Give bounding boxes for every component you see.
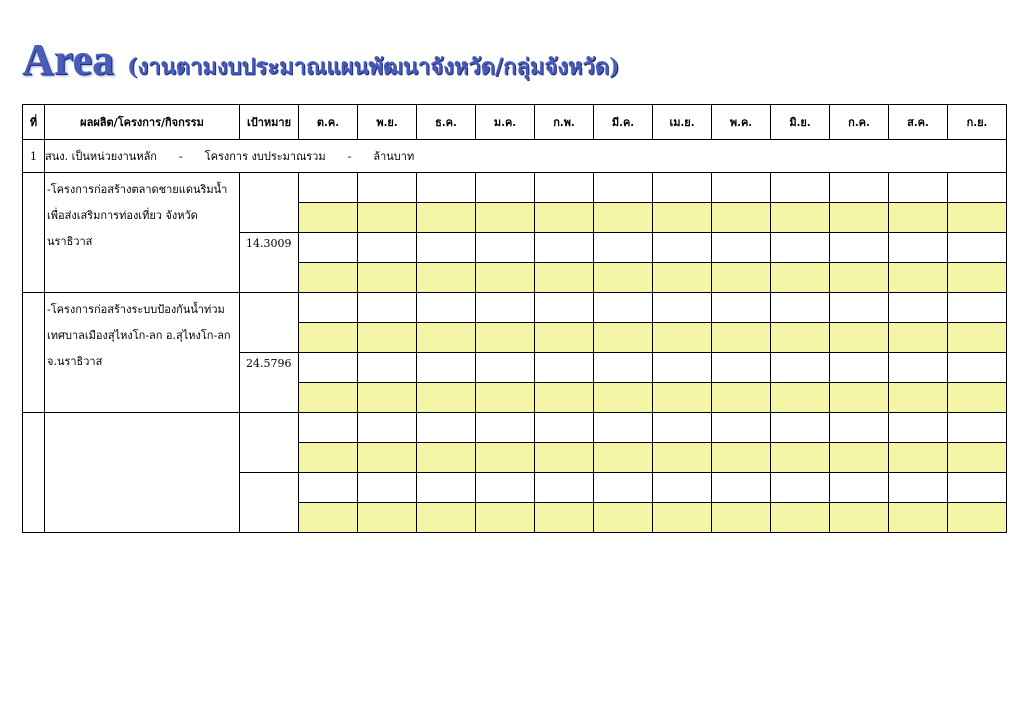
actual-month-cell — [299, 383, 358, 413]
plan-month-cell — [653, 173, 712, 203]
plan-month-cell — [535, 173, 594, 203]
actual-month-cell — [948, 443, 1007, 473]
project-target: 14.3009 — [240, 233, 299, 293]
actual-month-cell — [712, 203, 771, 233]
actual-month-cell — [830, 503, 889, 533]
actual-month-cell — [948, 203, 1007, 233]
plan-month-cell — [653, 473, 712, 503]
actual-month-cell — [535, 443, 594, 473]
actual-month-cell — [948, 263, 1007, 293]
actual-month-cell — [889, 263, 948, 293]
actual-month-cell — [535, 263, 594, 293]
actual-month-cell — [594, 263, 653, 293]
actual-month-cell — [417, 203, 476, 233]
plan-month-cell — [358, 413, 417, 443]
schedule-row — [23, 293, 1007, 323]
actual-month-cell — [653, 203, 712, 233]
actual-month-cell — [653, 263, 712, 293]
plan-month-cell — [771, 173, 830, 203]
actual-month-cell — [948, 383, 1007, 413]
header-product: ผลผลิต/โครงการ/กิจกรรม — [45, 105, 240, 140]
plan-month-cell — [299, 353, 358, 383]
plan-month-cell — [476, 173, 535, 203]
plan-month-cell — [535, 293, 594, 323]
plan-month-cell — [889, 173, 948, 203]
plan-month-cell — [299, 293, 358, 323]
actual-month-cell — [299, 323, 358, 353]
plan-month-cell — [417, 353, 476, 383]
plan-month-cell — [653, 293, 712, 323]
actual-month-cell — [712, 323, 771, 353]
plan-month-cell — [771, 233, 830, 263]
plan-month-cell — [830, 293, 889, 323]
header-month: ม.ค. — [476, 105, 535, 140]
plan-month-cell — [889, 353, 948, 383]
plan-month-cell — [948, 233, 1007, 263]
actual-month-cell — [358, 323, 417, 353]
actual-month-cell — [417, 323, 476, 353]
schedule-row — [23, 413, 1007, 443]
header-month: ก.พ. — [535, 105, 594, 140]
header-month: ก.ย. — [948, 105, 1007, 140]
plan-month-cell — [594, 473, 653, 503]
actual-month-cell — [830, 443, 889, 473]
actual-month-cell — [712, 503, 771, 533]
plan-month-cell — [889, 473, 948, 503]
actual-month-cell — [476, 203, 535, 233]
actual-month-cell — [948, 503, 1007, 533]
plan-month-cell — [358, 233, 417, 263]
plan-month-cell — [712, 473, 771, 503]
project-number-cell — [23, 413, 45, 533]
header-row — [23, 105, 1007, 140]
actual-month-cell — [417, 383, 476, 413]
actual-month-cell — [830, 203, 889, 233]
actual-month-cell — [299, 263, 358, 293]
plan-month-cell — [299, 173, 358, 203]
actual-month-cell — [358, 383, 417, 413]
section-dash: - — [347, 150, 352, 163]
section-description — [45, 140, 1007, 173]
header-month: พ.ค. — [712, 105, 771, 140]
plan-month-cell — [594, 173, 653, 203]
plan-month-cell — [653, 413, 712, 443]
actual-month-cell — [299, 503, 358, 533]
actual-month-cell — [712, 263, 771, 293]
actual-month-cell — [299, 443, 358, 473]
actual-month-cell — [771, 503, 830, 533]
section-row — [23, 140, 1007, 173]
target-cell-empty — [240, 413, 299, 473]
plan-month-cell — [712, 353, 771, 383]
actual-month-cell — [476, 443, 535, 473]
header-month: ธ.ค. — [417, 105, 476, 140]
actual-month-cell — [653, 503, 712, 533]
actual-month-cell — [594, 203, 653, 233]
actual-month-cell — [889, 203, 948, 233]
actual-month-cell — [889, 383, 948, 413]
plan-month-cell — [653, 233, 712, 263]
plan-month-cell — [830, 233, 889, 263]
plan-month-cell — [948, 353, 1007, 383]
plan-month-cell — [476, 353, 535, 383]
plan-month-cell — [771, 473, 830, 503]
plan-month-cell — [535, 353, 594, 383]
plan-month-cell — [889, 413, 948, 443]
actual-month-cell — [830, 323, 889, 353]
actual-month-cell — [653, 383, 712, 413]
actual-month-cell — [594, 503, 653, 533]
plan-month-cell — [358, 353, 417, 383]
actual-month-cell — [594, 323, 653, 353]
plan-month-cell — [535, 233, 594, 263]
plan-month-cell — [712, 233, 771, 263]
target-cell-empty — [240, 293, 299, 353]
plan-month-cell — [417, 473, 476, 503]
actual-month-cell — [771, 443, 830, 473]
plan-month-cell — [830, 473, 889, 503]
plan-month-cell — [712, 173, 771, 203]
actual-month-cell — [771, 203, 830, 233]
plan-month-cell — [299, 473, 358, 503]
actual-month-cell — [948, 323, 1007, 353]
header-month: มิ.ย. — [771, 105, 830, 140]
plan-month-cell — [712, 413, 771, 443]
plan-month-cell — [535, 413, 594, 443]
title-main: Area — [22, 35, 115, 84]
actual-month-cell — [358, 263, 417, 293]
plan-month-cell — [358, 293, 417, 323]
actual-month-cell — [594, 443, 653, 473]
plan-month-cell — [594, 413, 653, 443]
plan-month-cell — [594, 353, 653, 383]
schedule-row — [23, 173, 1007, 203]
plan-month-cell — [830, 413, 889, 443]
plan-month-cell — [594, 233, 653, 263]
actual-month-cell — [889, 323, 948, 353]
plan-month-cell — [653, 353, 712, 383]
actual-month-cell — [889, 443, 948, 473]
plan-month-cell — [948, 293, 1007, 323]
plan-month-cell — [299, 413, 358, 443]
section-unit: ล้านบาท — [373, 150, 415, 163]
page-title — [22, 34, 620, 85]
plan-month-cell — [358, 173, 417, 203]
actual-month-cell — [771, 383, 830, 413]
plan-month-cell — [594, 293, 653, 323]
actual-month-cell — [299, 203, 358, 233]
actual-month-cell — [358, 203, 417, 233]
plan-month-cell — [889, 293, 948, 323]
actual-month-cell — [653, 323, 712, 353]
plan-month-cell — [771, 413, 830, 443]
plan-month-cell — [771, 353, 830, 383]
actual-month-cell — [417, 503, 476, 533]
plan-month-cell — [712, 293, 771, 323]
actual-month-cell — [535, 323, 594, 353]
project-number-cell — [23, 293, 45, 413]
section-number: 1 — [23, 140, 45, 173]
actual-month-cell — [712, 443, 771, 473]
actual-month-cell — [653, 443, 712, 473]
plan-month-cell — [889, 233, 948, 263]
plan-month-cell — [476, 473, 535, 503]
header-no: ที่ — [23, 105, 45, 140]
actual-month-cell — [358, 503, 417, 533]
project-target — [240, 473, 299, 533]
header-month: ส.ค. — [889, 105, 948, 140]
plan-month-cell — [417, 233, 476, 263]
header-target: เป้าหมาย — [240, 105, 299, 140]
plan-month-cell — [476, 293, 535, 323]
header-month: ก.ค. — [830, 105, 889, 140]
plan-month-cell — [476, 233, 535, 263]
section-dash: - — [178, 150, 183, 163]
header-month: ต.ค. — [299, 105, 358, 140]
actual-month-cell — [830, 263, 889, 293]
actual-month-cell — [476, 503, 535, 533]
plan-month-cell — [535, 473, 594, 503]
actual-month-cell — [535, 203, 594, 233]
schedule-table — [22, 104, 1007, 533]
header-month: มี.ค. — [594, 105, 653, 140]
actual-month-cell — [830, 383, 889, 413]
header-month: พ.ย. — [358, 105, 417, 140]
title-subtitle: (งานตามงบประมาณแผนพัฒนาจังหวัด/กลุ่มจังหวัด) — [127, 54, 620, 80]
project-target: 24.5796 — [240, 353, 299, 413]
actual-month-cell — [771, 323, 830, 353]
actual-month-cell — [771, 263, 830, 293]
section-agency: สนง. เป็นหน่วยงานหลัก — [45, 150, 157, 163]
actual-month-cell — [712, 383, 771, 413]
plan-month-cell — [948, 473, 1007, 503]
plan-month-cell — [358, 473, 417, 503]
actual-month-cell — [535, 383, 594, 413]
actual-month-cell — [889, 503, 948, 533]
plan-month-cell — [417, 413, 476, 443]
actual-month-cell — [476, 383, 535, 413]
section-project-label: โครงการ งบประมาณรวม — [204, 150, 326, 163]
actual-month-cell — [535, 503, 594, 533]
actual-month-cell — [476, 263, 535, 293]
plan-month-cell — [417, 173, 476, 203]
project-name — [45, 413, 240, 533]
actual-month-cell — [417, 443, 476, 473]
actual-month-cell — [358, 443, 417, 473]
plan-month-cell — [948, 173, 1007, 203]
plan-month-cell — [417, 293, 476, 323]
header-month: เม.ย. — [653, 105, 712, 140]
plan-month-cell — [299, 233, 358, 263]
plan-month-cell — [830, 173, 889, 203]
actual-month-cell — [476, 323, 535, 353]
project-name: -โครงการก่อสร้างระบบป้องกันน้ำท่วมเทศบาลเมืองสุไหงโก-ลก อ.สุไหงโก-ลก จ.นราธิวาส — [45, 293, 240, 413]
plan-month-cell — [476, 413, 535, 443]
project-name: -โครงการก่อสร้างตลาดชายแดนริมน้ำ เพื่อส่งเสริมการท่องเที่ยว จังหวัดนราธิวาส — [45, 173, 240, 293]
target-cell-empty — [240, 173, 299, 233]
plan-month-cell — [771, 293, 830, 323]
actual-month-cell — [417, 263, 476, 293]
plan-month-cell — [948, 413, 1007, 443]
plan-month-cell — [830, 353, 889, 383]
actual-month-cell — [594, 383, 653, 413]
project-number-cell — [23, 173, 45, 293]
